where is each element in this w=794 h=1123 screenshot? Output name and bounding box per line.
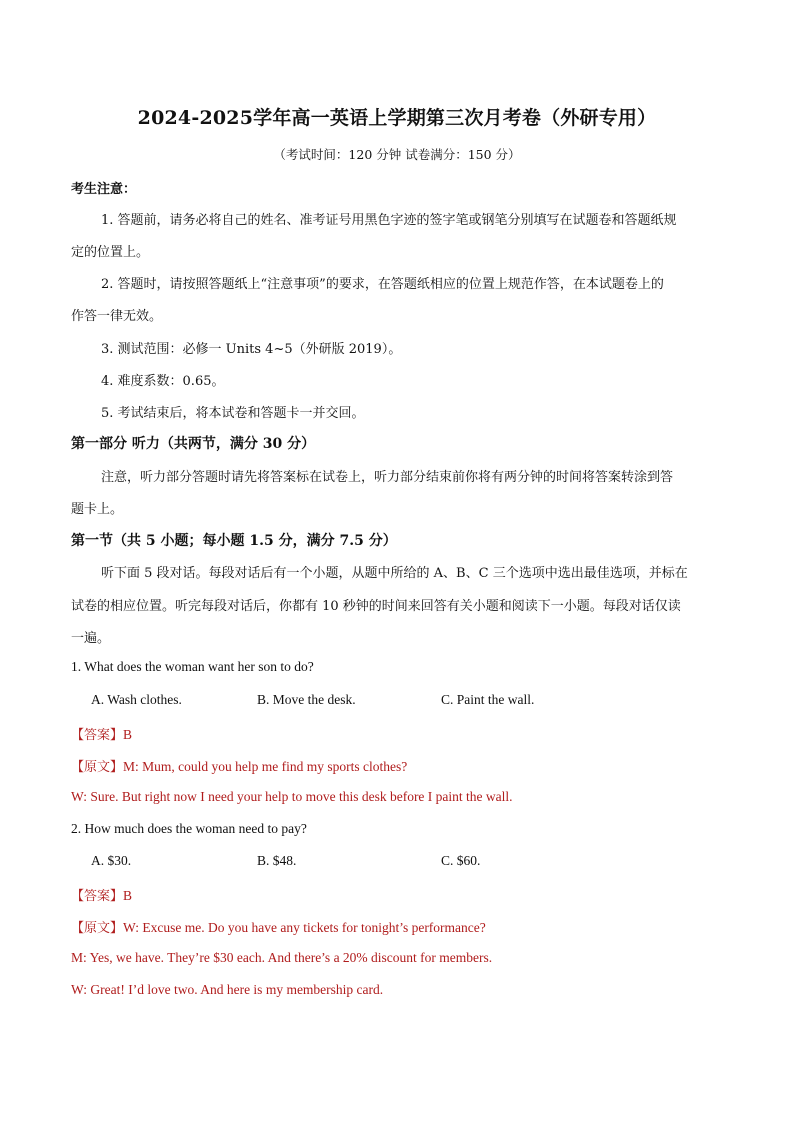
question-1-answer (71, 724, 726, 743)
note-3: 3. 测试范围：必修一 Units 4~5（外研版 2019）。 (101, 342, 402, 357)
part1-intro-line1: 注意，听力部分答题时请先将答案标在试卷上，听力部分结束前你将有两分钟的时间将答案转涂到答 (101, 470, 674, 485)
question-2-option-b: B. $48. (257, 853, 297, 868)
question-2-transcript (71, 917, 726, 936)
question-1-option-a: A. Wash clothes. (91, 692, 182, 707)
part1-heading: 第一部分 听力（共两节，满分 30 分） (71, 436, 316, 452)
question-1-option-b: B. Move the desk. (257, 692, 356, 707)
question-2-option-a: A. $30. (91, 853, 132, 868)
section1-intro-line2: 试卷的相应位置。听完每段对话后，你都有 10 秒钟的时间来回答有关小题和阅读下一小题。每段对话仅读 (71, 599, 681, 614)
note-2-line1: 2. 答题时，请按照答题纸上“注意事项”的要求，在答题纸相应的位置上规范作答，在本试题卷上的 (101, 277, 664, 292)
transcript-line: W: Excuse me. Do you have any tickets for tonight’s performance? (123, 920, 486, 935)
note-1-line1: 1. 答题前，请务必将自己的姓名、准考证号用黑色字迹的签字笔或钢笔分别填写在试题卷和答题纸规 (101, 213, 677, 228)
note-5: 5. 考试结束后，将本试卷和答题卡一并交回。 (101, 406, 365, 421)
answer-value: B (123, 727, 133, 742)
transcript-label: 【原文】 (71, 760, 124, 775)
part1-intro-line2: 题卡上。 (71, 502, 124, 517)
note-2-line2: 作答一律无效。 (71, 309, 163, 324)
question-2-answer (71, 885, 726, 904)
answer-label: 【答案】 (71, 889, 124, 904)
note-1-line2: 定的位置上。 (71, 245, 150, 260)
notes-heading: 考生注意： (71, 182, 137, 197)
section1-heading: 第一节（共 5 小题；每小题 1.5 分，满分 7.5 分） (71, 533, 397, 549)
question-2-transcript-line2: M: Yes, we have. They’re $30 each. And there’s a 20% discount for members. (71, 950, 493, 965)
question-1-option-c: C. Paint the wall. (441, 692, 535, 707)
transcript-line: M: Mum, could you help me find my sports clothes? (123, 759, 408, 774)
question-2-transcript-line3: W: Great! I’d love two. And here is my membership card. (71, 982, 384, 997)
answer-value: B (123, 888, 133, 903)
section1-intro-line1: 听下面 5 段对话。每段对话后有一个小题，从题中所给的 A、B、C 三个选项中选出最佳选项，并标在 (101, 566, 688, 581)
question-1-transcript-line2: W: Sure. But right now I need your help to move this desk before I paint the wall. (71, 789, 513, 804)
exam-info: （考试时间：120 分钟 试卷满分：150 分） (273, 147, 521, 162)
question-2-stem: 2. How much does the woman need to pay? (71, 821, 307, 836)
page-title: 2024-2025学年高一英语上学期第三次月考卷（外研专用） (137, 107, 657, 129)
note-4: 4. 难度系数：0.65。 (101, 374, 225, 389)
transcript-label: 【原文】 (71, 921, 124, 936)
section1-intro-line3: 一遍。 (71, 631, 111, 646)
question-1-stem: 1. What does the woman want her son to do? (71, 659, 314, 674)
question-2-option-c: C. $60. (441, 853, 481, 868)
answer-label: 【答案】 (71, 728, 124, 743)
question-1-transcript (71, 756, 726, 775)
